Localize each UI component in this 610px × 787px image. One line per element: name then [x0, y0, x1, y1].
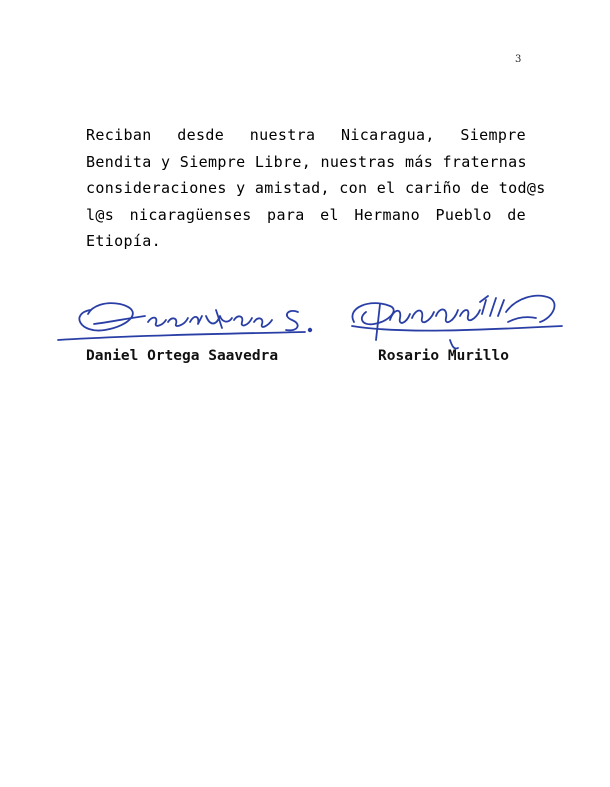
signer-name-rosario-murillo: Rosario Murillo: [378, 348, 509, 364]
page-number: 3: [515, 54, 522, 65]
letter-line: consideraciones y amistad, con el cariño de tod@s: [86, 179, 546, 197]
letter-line: l@s nicaragüenses para el Hermano Pueblo de: [86, 205, 526, 224]
letter-line: Etiopía.: [86, 232, 162, 250]
letter-line: Bendita y Siempre Libre, nuestras más fraternas: [86, 152, 527, 171]
signature-daniel-ortega: [50, 292, 330, 352]
letter-body: [86, 122, 546, 255]
letter-line: Reciban desde nuestra Nicaragua, Siempre: [86, 126, 526, 144]
signer-name-daniel-ortega: Daniel Ortega Saavedra: [86, 348, 279, 364]
